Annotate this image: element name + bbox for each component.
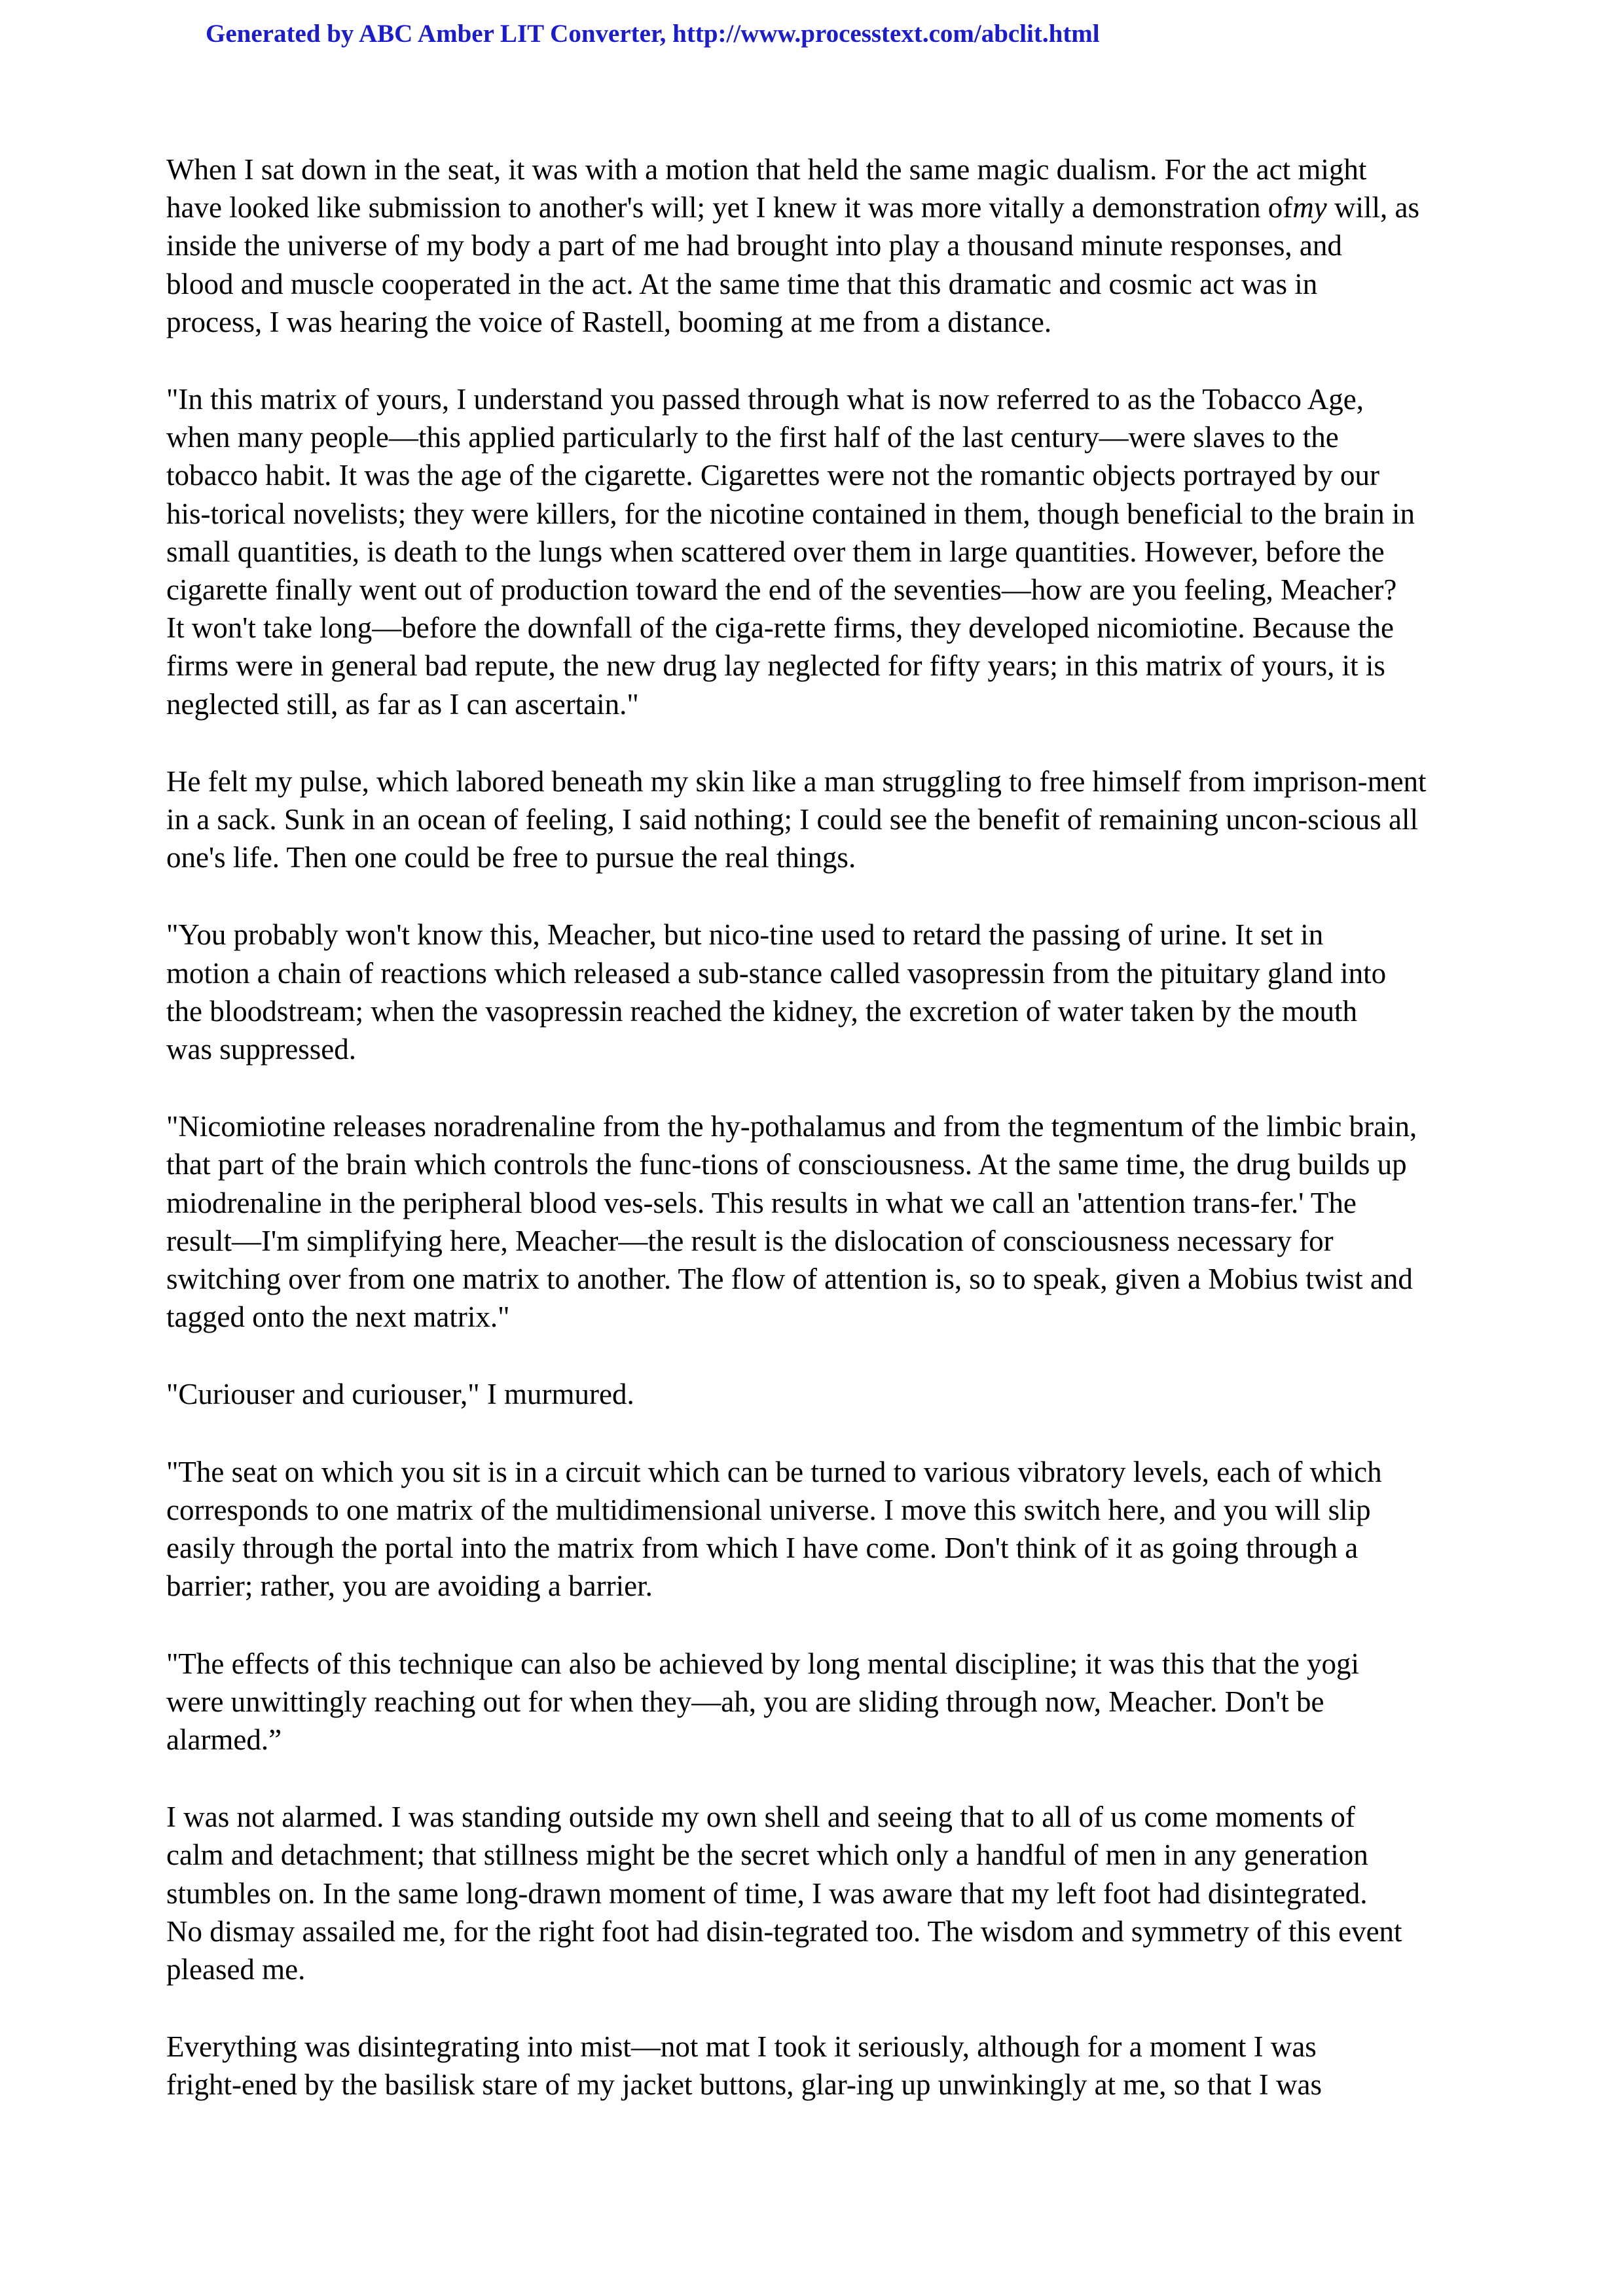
text-line: pleased me. [166,1952,306,1986]
paragraph [166,2028,1482,2104]
text-line: the bloodstream; when the vasopressin reached the kidney, the excretion of water taken by the mouth [166,994,1357,1028]
page-text [166,151,1482,2144]
text-line: barrier; rather, you are avoiding a barrier. [166,1570,653,1603]
paragraph [166,916,1482,1068]
text-line: neglected still, as far as I can ascertain." [166,687,639,721]
text-line: miodrenaline in the peripheral blood ves-sels. This results in what we call an 'attention trans-fer.' The [166,1186,1357,1219]
text-line: easily through the portal into the matrix from which I have come. Don't think of it as going through a [166,1532,1359,1565]
text-line: calm and detachment; that stillness might be the secret which only a handful of men in any generation [166,1839,1368,1872]
text-line: When I sat down in the seat, it was with a motion that held the same magic dualism. For the act might [166,153,1367,186]
text-line: tagged onto the next matrix." [166,1300,510,1334]
paragraph [166,151,1482,341]
text-line: alarmed.” [166,1723,282,1756]
text-line: result—I'm simplifying here, Meacher—the result is the dislocation of consciousness necessary for [166,1224,1334,1257]
text-line: It won't take long—before the downfall of the ciga-rette firms, they developed nicomiotine. Because the [166,611,1394,645]
text-segment: have looked like submission to another's will; yet I knew it was more vitally a demonstration of [166,191,1293,224]
text-line: "Nicomiotine releases noradrenaline from the hy-pothalamus and from the tegmentum of the limbic brain, [166,1110,1417,1143]
text-line: Everything was disintegrating into mist—not mat I took it seriously, although for a moment I was [166,2030,1317,2064]
paragraph [166,1107,1482,1336]
text-line: blood and muscle cooperated in the act. At the same time that this dramatic and cosmic act was in [166,267,1318,300]
text-line: tobacco habit. It was the age of the cigarette. Cigarettes were not the romantic objects portrayed by our [166,459,1380,492]
text-line: were unwittingly reaching out for when they—ah, you are sliding through now, Meacher. Don't be [166,1685,1324,1718]
text-line: when many people—this applied particularly to the first half of the last century—were slaves to the [166,421,1339,454]
paragraph [166,762,1482,877]
text-line: "The effects of this technique can also be achieved by long mental discipline; it was this that the yogi [166,1647,1360,1680]
text-line [166,188,1482,226]
text-line: fright-ened by the basilisk stare of my jacket buttons, glar-ing up unwinkingly at me, so that I was [166,2068,1322,2102]
text-line: corresponds to one matrix of the multidimensional universe. I move this switch here, and you will slip [166,1493,1371,1526]
text-line: in a sack. Sunk in an ocean of feeling, I said nothing; I could see the benefit of remaining uncon-scious all [166,803,1418,836]
paragraph [166,1375,1482,1413]
text-line: inside the universe of my body a part of me had brought into play a thousand minute responses, and [166,229,1342,262]
text-line: process, I was hearing the voice of Rastell, booming at me from a distance. [166,305,1052,338]
text-line: No dismay assailed me, for the right foot had disin-tegrated too. The wisdom and symmetry of this event [166,1914,1402,1948]
paragraph [166,1453,1482,1605]
text-line: "You probably won't know this, Meacher, but nico-tine used to retard the passing of urine. It set in [166,918,1324,952]
text-line: "The seat on which you sit is in a circuit which can be turned to various vibratory levels, each of which [166,1455,1382,1488]
text-line: that part of the brain which controls the func-tions of consciousness. At the same time, the drug builds up [166,1148,1407,1181]
paragraph [166,1645,1482,1759]
text-line: He felt my pulse, which labored beneath my skin like a man struggling to free himself from imprison-ment [166,764,1427,798]
text-line: small quantities, is death to the lungs when scattered over them in large quantities. However, before the [166,535,1385,568]
text-line: "Curiouser and curiouser," I murmured. [166,1378,634,1411]
text-segment: will, as [1326,191,1420,224]
text-line: was suppressed. [166,1033,356,1066]
text-line: stumbles on. In the same long-drawn moment of time, I was aware that my left foot had disintegrated. [166,1876,1368,1910]
text-line: switching over from one matrix to another. The flow of attention is, so to speak, given a Mobius twist and [166,1263,1413,1296]
emphasized-word: my [1292,191,1327,224]
text-line: motion a chain of reactions which released a sub-stance called vasopressin from the pituitary gland into [166,956,1387,990]
converter-header-link[interactable]: Generated by ABC Amber LIT Converter, http://www.processtext.com/abclit.html [206,20,1100,48]
text-line: one's life. Then one could be free to pursue the real things. [166,841,856,874]
text-line: firms were in general bad repute, the new drug lay neglected for fifty years; in this matrix of yours, it is [166,649,1385,683]
text-line: cigarette finally went out of production toward the end of the seventies—how are you feeling, Meacher? [166,573,1397,607]
paragraph [166,380,1482,723]
text-line: his-torical novelists; they were killers, for the nicotine contained in them, though beneficial to the brain in [166,497,1415,530]
text-line: "In this matrix of yours, I understand you passed through what is now referred to as the Tobacco Age, [166,383,1364,416]
paragraph [166,1798,1482,1988]
text-line: I was not alarmed. I was standing outside my own shell and seeing that to all of us come moments of [166,1801,1355,1834]
